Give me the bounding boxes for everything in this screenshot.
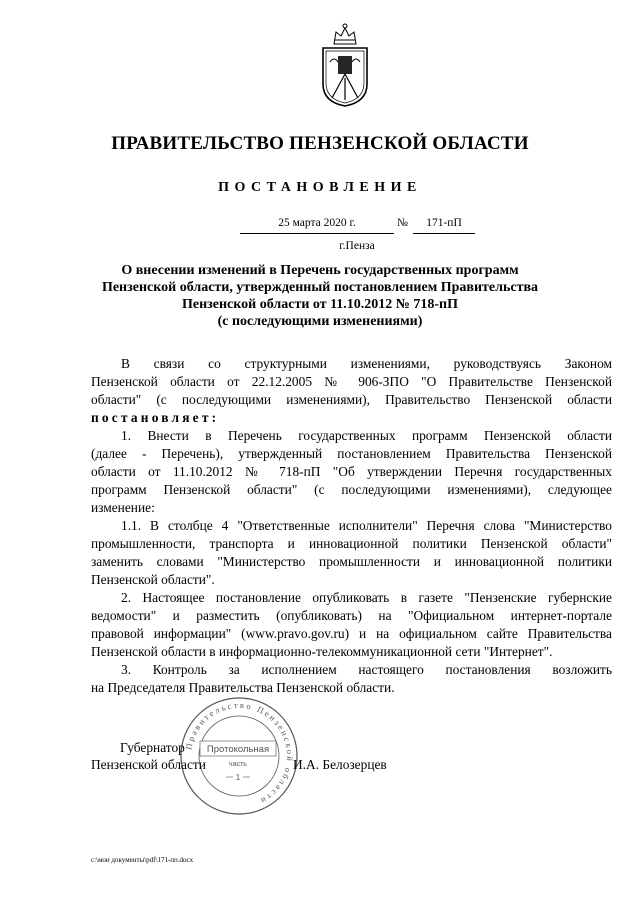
body-line: области от 11.10.2012 № 718-пП "Об утверждении Перечня государственных: [91, 464, 612, 479]
stamp-number: 1: [235, 773, 241, 782]
organization-title: ПРАВИТЕЛЬСТВО ПЕНЗЕНСКОЙ ОБЛАСТИ: [111, 133, 529, 154]
coat-of-arms-icon: [318, 22, 372, 108]
document-type: ПОСТАНОВЛЕНИЕ: [218, 180, 422, 195]
title-line: Пензенской области от 11.10.2012 № 718-пП: [181, 297, 458, 312]
file-path: c:\мои документы\pdf\171-пп.docx: [91, 856, 194, 864]
body-line: правовой информации" (www.pravo.gov.ru) и на официальном сайте Правительства: [91, 626, 612, 641]
document-date: 25 марта 2020 г.: [240, 217, 394, 234]
body-line: изменение:: [91, 500, 155, 515]
body-line: программ Пензенской области" (с последующими изменениями), следующее: [91, 482, 612, 497]
body-line: на Председателя Правительства Пензенской области.: [91, 680, 395, 695]
signature-organization: Пензенской области: [91, 757, 206, 772]
body-line: Пензенской области".: [91, 572, 215, 587]
official-stamp: [178, 695, 300, 817]
body-line: промышленности, транспорта и инновационной политики Пензенской области": [91, 536, 612, 551]
title-line: (с последующими изменениями): [217, 314, 423, 329]
title-line: О внесении изменений в Перечень государственных программ: [121, 263, 519, 278]
body-line: области" (с последующими изменениями), Правительство Пензенской области: [91, 392, 612, 407]
body-line: 1.1. В столбце 4 "Ответственные исполнители" Перечня слова "Министерство: [121, 518, 612, 533]
body-line: 2. Настоящее постановление опубликовать в газете "Пензенские губернские: [121, 590, 612, 605]
title-line: Пензенской области, утвержденный постановлением Правительства: [101, 280, 539, 295]
body-line: 1. Внести в Перечень государственных программ Пензенской области: [121, 428, 612, 443]
city: г.Пенза: [339, 240, 375, 252]
signature-position: Губернатор: [120, 740, 185, 755]
stamp-line1: Протокольная: [206, 744, 270, 755]
body-line: В связи со структурными изменениями, руководствуясь Законом: [121, 356, 612, 371]
number-sign: №: [397, 217, 408, 229]
body-line: (далее - Перечень), утвержденный постановлением Правительства Пензенской: [91, 446, 612, 461]
body-line: заменить словами "Министерство промышленности и инновационной политики: [91, 554, 612, 569]
body-line: ведомости" и разместить (опубликовать) на "Официальном интернет-портале: [91, 608, 612, 623]
signature-name: И.А. Белозерцев: [293, 757, 387, 772]
body-line: 3. Контроль за исполнением настоящего постановления возложить: [121, 662, 612, 677]
stamp-ring-text: Правительство Пензенской области: [183, 699, 296, 808]
document-number: 171-пП: [413, 217, 475, 234]
stamp-line2: часть: [229, 761, 247, 768]
body-line: Пензенской области от 22.12.2005 № 906-ЗПО "О Правительстве Пензенской: [91, 374, 612, 389]
decree-word: постановляет:: [91, 410, 220, 425]
body-line: Пензенской области в информационно-телекоммуникационной сети "Интернет".: [91, 644, 553, 659]
